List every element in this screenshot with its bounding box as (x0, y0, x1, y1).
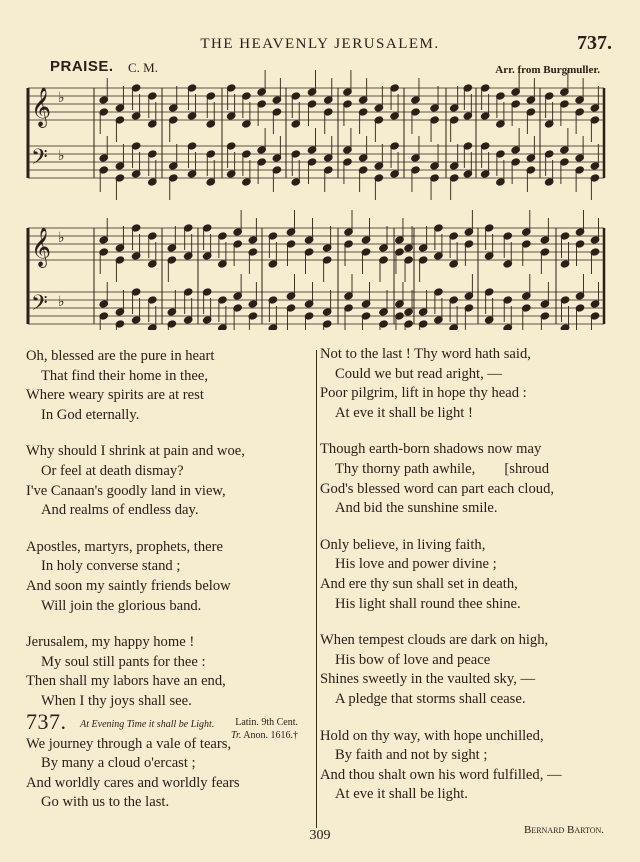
key-signature: ♭ (58, 90, 65, 106)
verse-line: And ere thy sun shall set in death, (320, 575, 518, 592)
verse-line: Not to the last ! Thy word hath said, (320, 346, 531, 362)
verse-line: Could we but read aright, — (335, 365, 502, 382)
verse-line: And soon my saintly friends below (26, 577, 231, 594)
verse-line: Thy thorny path awhile, [shroud (335, 460, 550, 477)
verse-line: At eve it shall be light. (335, 786, 468, 803)
author-credit: Bernard Barton. (524, 824, 604, 836)
verse-line: At eve it shall be light ! (335, 404, 473, 421)
verse-line: Oh, blessed are the pure in heart (26, 348, 215, 364)
verse-line: Jerusalem, my happy home ! (26, 634, 195, 651)
verse-line: Only believe, in living faith, (320, 536, 486, 553)
stanza (26, 538, 316, 616)
hymn-737-opening (26, 709, 240, 813)
stanza (26, 347, 316, 425)
stanza (26, 633, 316, 711)
treble-clef: 𝄞 (31, 87, 52, 127)
stanza (320, 536, 620, 614)
bass-clef: 𝄢 (31, 291, 48, 321)
key-signature: ♭ (58, 294, 65, 310)
verse-line: And realms of endless day. (41, 502, 199, 519)
hymn-737-verses (320, 345, 620, 822)
verse-line: Apostles, martyrs, prophets, there (26, 538, 223, 555)
verse-line: In God eternally. (41, 406, 140, 423)
tune-meter: C. M. (128, 60, 158, 75)
verse-line: His love and power divine ; (335, 556, 497, 573)
attribution-source: Latin. 9th Cent. (235, 716, 298, 728)
stanza (320, 440, 620, 518)
verse-line: Though earth-born shadows now may (320, 441, 542, 458)
stanza (320, 727, 620, 805)
verse-line: God's blessed word can part each cloud, (320, 480, 555, 497)
hymn-737-occasion: At Evening Time it shall be Light. (80, 719, 215, 730)
verse-line: Then shall my labors have an end, (26, 673, 226, 690)
verse-line: Where weary spirits are at rest (26, 387, 204, 404)
verse-line: That find their home in thee, (41, 367, 208, 384)
verse-line: In holy converse stand ; (41, 558, 181, 575)
verse-line: And thou shalt own his word fulfilled, — (320, 766, 562, 783)
translator-detail: Anon. 1616.† (241, 729, 298, 741)
verse-line: A pledge that storms shall cease. (335, 690, 526, 707)
verse-line: Go with us to the last. (41, 794, 170, 811)
stanza (320, 345, 620, 423)
hymn-737-number: 737. (26, 709, 67, 734)
verse-line: We journey through a vale of tears, (26, 735, 232, 752)
page-number: 309 (309, 828, 331, 843)
treble-clef: 𝄞 (31, 227, 52, 267)
key-signature: ♭ (58, 148, 65, 164)
arranger-credit: Arr. from Burgmuller. (495, 64, 600, 76)
verse-line: I've Canaan's goodly land in view, (26, 482, 226, 499)
tune-name: PRAISE. (50, 58, 114, 75)
verse-line: My soul still pants for thee : (41, 653, 206, 670)
verse-line: Will join the glorious band. (41, 597, 202, 614)
translator-prefix: Tr. (231, 729, 242, 741)
running-title: THE HEAVENLY JERUSALEM. (200, 36, 440, 52)
verse-line: Or feel at death dismay? (41, 462, 184, 479)
score-systems (28, 70, 604, 330)
verse-line: Why should I shrink at pain and woe, (26, 443, 245, 460)
bass-clef: 𝄢 (31, 145, 48, 175)
verse-line: By many a cloud o'ercast ; (41, 755, 196, 772)
stanza (26, 442, 316, 520)
hymn-736-verses (26, 347, 316, 742)
verse-line: When tempest clouds are dark on high, (320, 632, 549, 649)
verse-line: His bow of love and peace (335, 651, 491, 668)
verse-line: His light shall round thee shine. (335, 595, 521, 612)
verse-line: And bid the sunshine smile. (335, 500, 498, 517)
stanza (320, 631, 620, 709)
key-signature: ♭ (58, 230, 65, 246)
verse-line: Hold on thy way, with hope unchilled, (320, 727, 544, 744)
verse-line: Shines sweetly in the vaulted sky, — (320, 671, 536, 688)
verse-line: And worldly cares and worldly fears (26, 774, 240, 791)
verse-line: By faith and not by sight ; (335, 747, 488, 764)
music-score (0, 0, 640, 330)
column-divider (316, 350, 317, 828)
hymn-737-heading (26, 709, 240, 735)
verse-line: Poor pilgrim, lift in hope thy head : (320, 385, 527, 402)
header-hymn-number: 737. (577, 32, 612, 54)
verse-line: When I thy joys shall see. (41, 692, 192, 709)
